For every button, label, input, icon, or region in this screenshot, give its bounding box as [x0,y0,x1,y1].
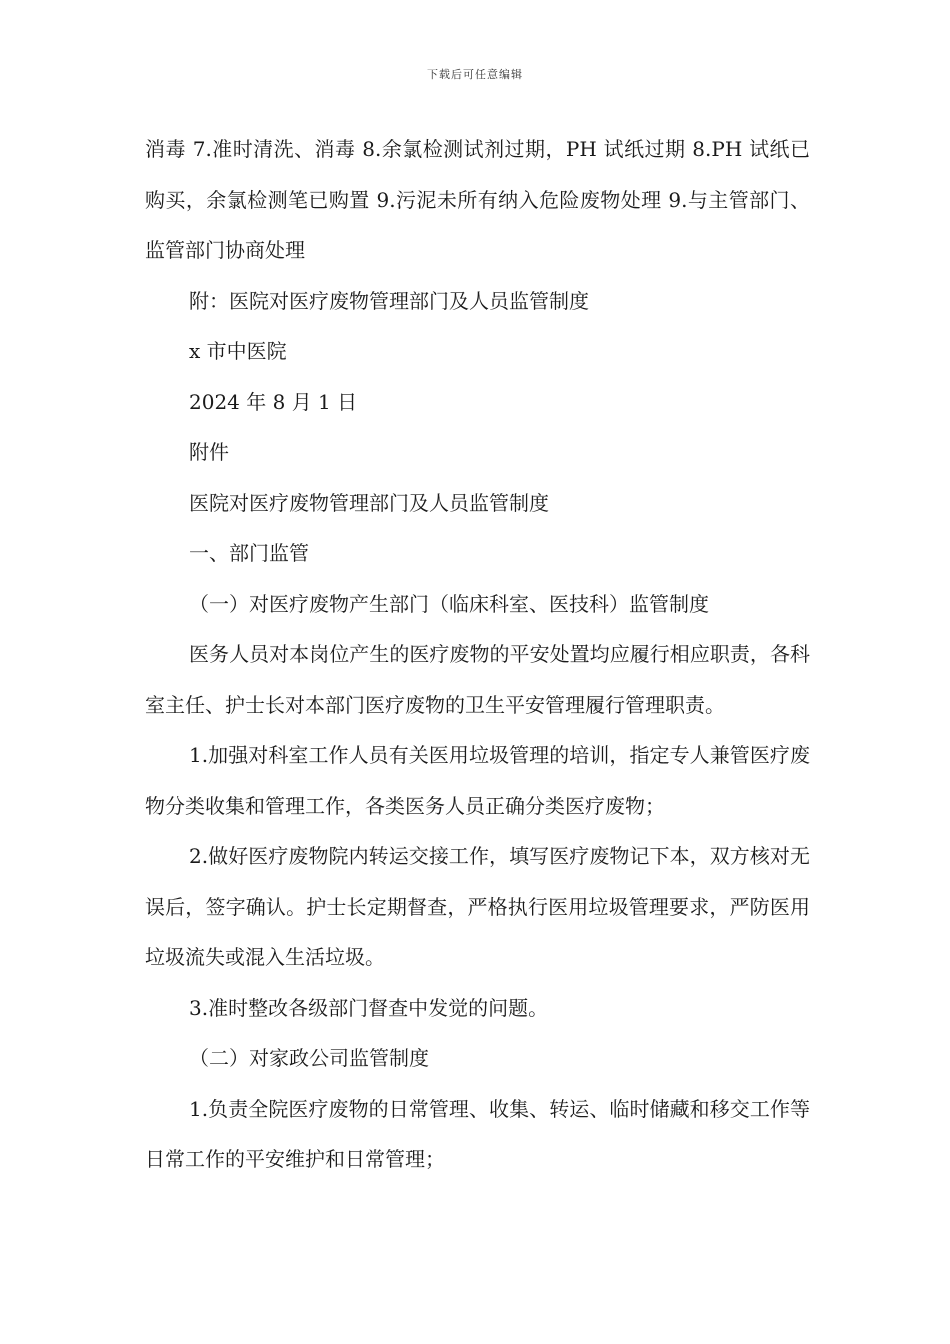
attachment-label: 附件 [189,440,229,464]
attachment-note: 附：医院对医疗废物管理部门及人员监管制度 [189,288,589,313]
document-body [145,124,810,1185]
subsection-heading-1: （一）对医疗废物产生部门（临床科室、医技科）监管制度 [189,591,709,616]
list-item: 2.做好医疗废物院内转运交接工作，填写医疗废物记下本，双方核对无误后，签字确认。护士长定期督查，严格执行医用垃圾管理要求，严防医用垃圾流失或混入生活垃圾。 [145,844,810,969]
page-header: 下载后可任意编辑 [427,68,523,81]
subsection-heading-2: （二）对家政公司监管制度 [189,1046,429,1070]
list-item: 1.负责全院医疗废物的日常管理、收集、转运、临时储藏和移交工作等日常工作的平安维护和日常管理； [145,1096,810,1171]
list-item: 1.加强对科室工作人员有关医用垃圾管理的培训，指定专人兼管医疗废物分类收集和管理工作，各类医务人员正确分类医疗废物； [145,743,810,818]
paragraph-continuation: 消毒 7.准时清洗、消毒 8.余氯检测试剂过期，PH 试纸过期 8.PH 试纸已购买，余氯检测笔已购置 9.污泥未所有纳入危险废物处理 9.与主管部门、监管部门协商处理 [145,137,810,262]
paragraph: 医务人员对本岗位产生的医疗废物的平安处置均应履行相应职责，各科室主任、护士长对本部门医疗废物的卫生平安管理履行管理职责。 [145,642,810,717]
signature-org: x 市中医院 [189,339,287,363]
section-heading-1: 一、部门监管 [189,541,309,565]
attachment-title: 医院对医疗废物管理部门及人员监管制度 [189,490,549,515]
list-item: 3.准时整改各级部门督查中发觉的问题。 [189,995,549,1020]
signature-date: 2024 年 8 月 1 日 [189,389,358,414]
